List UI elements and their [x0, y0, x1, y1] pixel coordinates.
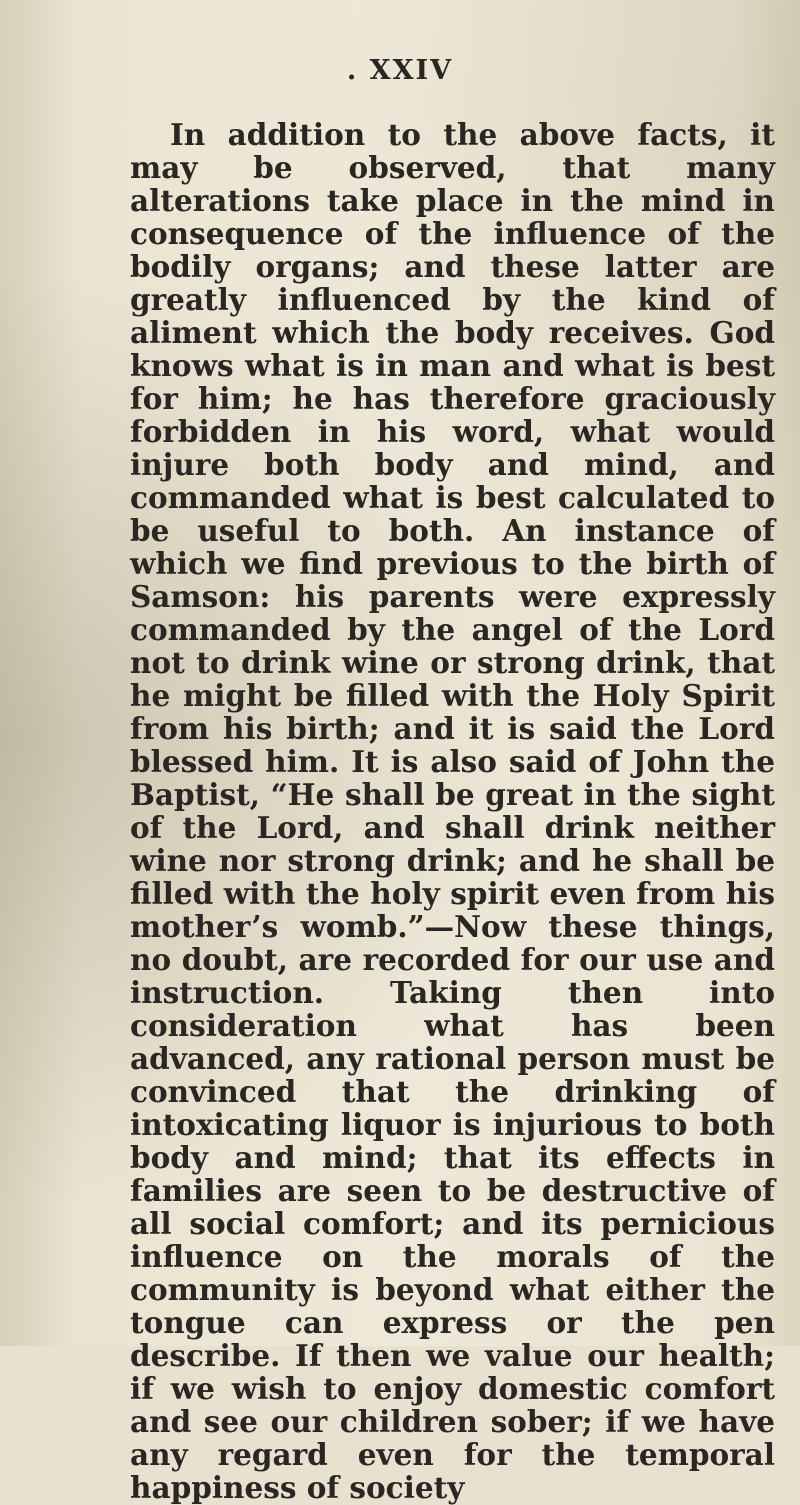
body-paragraph: In addition to the above facts, it may be observed, that many alterations take place in the mind in consequence of the influence of the bodily organs; and these latter are greatly influenced by the kind of aliment which the body receives. God knows what is in man and what is best for him; he has therefore graciously forbidden in his word, what would injure both body and mind, and commanded what is best calculated to be useful to both. An instance of which we find previous to the birth of Samson: his parents were expressly commanded by the angel of the Lord not to drink wine or strong drink, that he might be filled with the Holy Spirit from his birth; and it is said the Lord blessed him. It is also said of John the Baptist, “He shall be great in the sight of the Lord, and shall drink neither wine nor strong drink; and he shall be filled with the holy spirit even from his mother’s womb.”—Now these things, no doubt, are recorded for our use and instruction. Taking then into consideration what has been advanced, any rational person must be convinced that the drinking of intoxicating liquor is injurious to both body and mind; that its effects in families are seen to be destructive of all social comfort; and its pernicious influence on the morals of the community is beyond what either the tongue can express or the pen describe. If then we value our health; if we wish to enjoy domestic comfort and see our children sober; if we have any regard even for the temporal happiness of society	[130, 117, 775, 1505]
page-number: . XXIV	[346, 55, 454, 86]
